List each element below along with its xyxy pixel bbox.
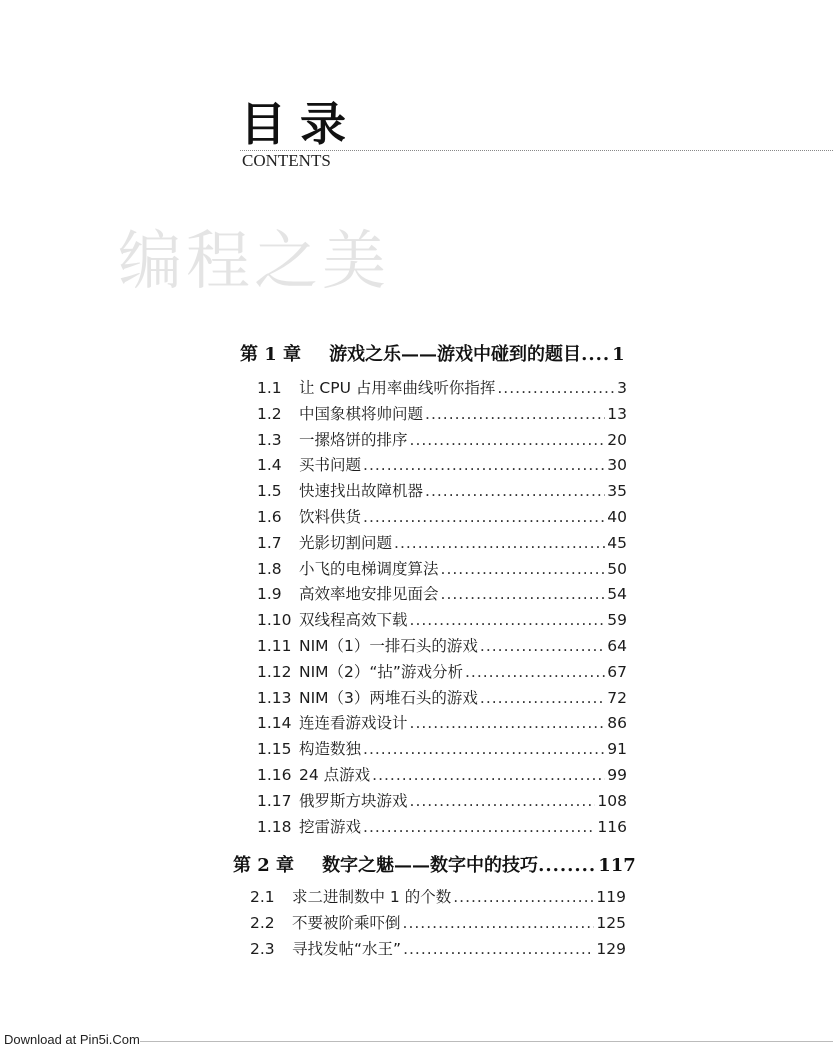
dot-leader: [453, 888, 594, 906]
section-page: 91: [607, 740, 627, 759]
toc-entry[interactable]: [257, 557, 627, 583]
page-subtitle: CONTENTS: [242, 151, 331, 170]
section-page: 116: [597, 817, 627, 836]
section-title: 不要被阶乘吓倒: [292, 913, 401, 932]
chapter-leader: ....: [581, 344, 611, 365]
dot-leader: [363, 456, 605, 474]
toc-entry[interactable]: [257, 711, 627, 737]
footer-divider: [140, 1041, 833, 1042]
section-page: 50: [607, 559, 627, 578]
section-title: 高效率地安排见面会: [299, 585, 439, 604]
dot-leader: [497, 379, 615, 397]
section-page: 64: [607, 637, 627, 655]
toc-entry[interactable]: [257, 479, 627, 505]
section-number: 1.17: [257, 791, 292, 810]
dot-leader: [363, 508, 605, 526]
section-page: 108: [597, 791, 627, 810]
section-page: 30: [607, 456, 627, 475]
chapter-leader: ........: [538, 855, 597, 876]
section-page: 67: [607, 662, 627, 681]
toc-entry[interactable]: [257, 737, 627, 763]
section-number: 1.2: [257, 404, 282, 423]
dot-leader: [465, 663, 605, 681]
section-number: 1.16: [257, 766, 292, 784]
section-number: 1.8: [257, 559, 282, 578]
dot-leader: [480, 689, 605, 707]
dot-leader: [441, 585, 606, 603]
section-number: 2.2: [250, 913, 275, 932]
dot-leader: [403, 940, 594, 958]
section-title: 连连看游戏设计: [299, 714, 408, 733]
section-number: 1.18: [257, 817, 292, 836]
toc-entry[interactable]: [257, 660, 627, 686]
section-title: 买书问题: [299, 456, 362, 475]
section-title: 小飞的电梯调度算法: [299, 559, 439, 578]
section-title: 光影切割问题: [299, 533, 393, 552]
chapter-heading-2[interactable]: [233, 851, 636, 877]
section-page: 54: [607, 585, 627, 604]
section-title: 双线程高效下载: [299, 611, 408, 630]
section-title: 中国象棋将帅问题: [299, 404, 424, 423]
toc-entry[interactable]: [250, 911, 626, 937]
toc-entry[interactable]: [257, 376, 627, 402]
dot-leader: [394, 534, 605, 552]
section-number: 1.12: [257, 662, 292, 681]
dot-leader: [441, 560, 606, 578]
book-title-watermark: 编程之美: [118, 225, 390, 299]
section-number: 1.13: [257, 688, 292, 707]
section-number: 1.4: [257, 456, 282, 475]
toc-entry[interactable]: [250, 937, 626, 963]
section-title: 24 点游戏: [299, 766, 371, 784]
section-page: 40: [607, 508, 627, 526]
section-page: 45: [607, 533, 627, 552]
section-page: 129: [596, 939, 626, 958]
section-title: NIM（2）“拈”游戏分析: [299, 662, 463, 681]
dot-leader: [363, 740, 605, 758]
toc-entry[interactable]: [257, 763, 627, 789]
section-title: 快速找出故障机器: [299, 482, 424, 501]
section-number: 1.3: [257, 430, 282, 449]
section-number: 1.7: [257, 533, 282, 552]
section-number: 1.11: [257, 637, 292, 655]
section-title: NIM（1）一排石头的游戏: [299, 637, 478, 655]
dot-leader: [410, 714, 606, 732]
chapter-title: 数字之魅——数字中的技巧: [322, 855, 539, 876]
section-number: 2.3: [250, 939, 275, 958]
dot-leader: [410, 431, 606, 449]
dot-leader: [363, 818, 595, 836]
section-title: 寻找发帖“水王”: [292, 939, 402, 958]
section-page: 86: [607, 714, 627, 733]
toc-entry[interactable]: [257, 453, 627, 479]
section-number: 1.15: [257, 740, 292, 759]
section-title: 一摞烙饼的排序: [299, 430, 408, 449]
section-title: 饮料供货: [299, 508, 362, 526]
toc-entry[interactable]: [257, 789, 627, 815]
toc-entry[interactable]: [257, 815, 627, 841]
toc-entry[interactable]: [257, 402, 627, 428]
toc-entry[interactable]: [257, 582, 627, 608]
section-page: 125: [596, 913, 626, 932]
section-number: 1.10: [257, 611, 292, 630]
section-number: 1.14: [257, 714, 292, 733]
section-page: 59: [607, 611, 627, 630]
section-page: 3: [617, 379, 627, 397]
section-title: 俄罗斯方块游戏: [299, 791, 408, 810]
section-number: 1.5: [257, 482, 282, 501]
dot-leader: [403, 914, 595, 932]
section-page: 35: [607, 482, 627, 501]
section-title: 让 CPU 占用率曲线听你指挥: [299, 379, 496, 397]
footer-source: Download at Pin5i.Com: [4, 1032, 140, 1047]
section-page: 13: [607, 404, 627, 423]
dot-leader: [425, 482, 605, 500]
section-number: 1.6: [257, 508, 282, 526]
toc-entry[interactable]: [257, 608, 627, 634]
toc-entry[interactable]: [257, 634, 627, 660]
chapter-number: 第 2 章: [233, 855, 295, 876]
toc-entry[interactable]: [257, 428, 627, 454]
section-title: 挖雷游戏: [299, 817, 362, 836]
section-title: NIM（3）两堆石头的游戏: [299, 688, 478, 707]
page-title: 目录: [240, 97, 360, 151]
dot-leader: [410, 611, 606, 629]
section-number: 1.1: [257, 379, 282, 397]
dot-leader: [410, 792, 596, 810]
section-page: 20: [607, 430, 627, 449]
dot-leader: [425, 405, 605, 423]
dot-leader: [480, 637, 605, 655]
section-number: 2.1: [250, 888, 275, 906]
chapter-page: 117: [598, 855, 636, 876]
chapter-heading-1[interactable]: [240, 340, 625, 366]
section-number: 1.9: [257, 585, 282, 604]
toc-entry[interactable]: [250, 885, 626, 911]
section-title: 求二进制数中 1 的个数: [292, 888, 452, 906]
section-page: 72: [607, 688, 627, 707]
chapter-title: 游戏之乐——游戏中碰到的题目: [329, 344, 582, 365]
section-page: 99: [607, 766, 627, 784]
section-page: 119: [596, 888, 626, 906]
toc-entry[interactable]: [257, 505, 627, 531]
chapter-number: 第 1 章: [240, 344, 302, 365]
chapter-page: 1: [612, 344, 625, 365]
toc-entry[interactable]: [257, 531, 627, 557]
dot-leader: [372, 766, 605, 784]
toc-entry[interactable]: [257, 686, 627, 712]
section-title: 构造数独: [299, 740, 362, 759]
